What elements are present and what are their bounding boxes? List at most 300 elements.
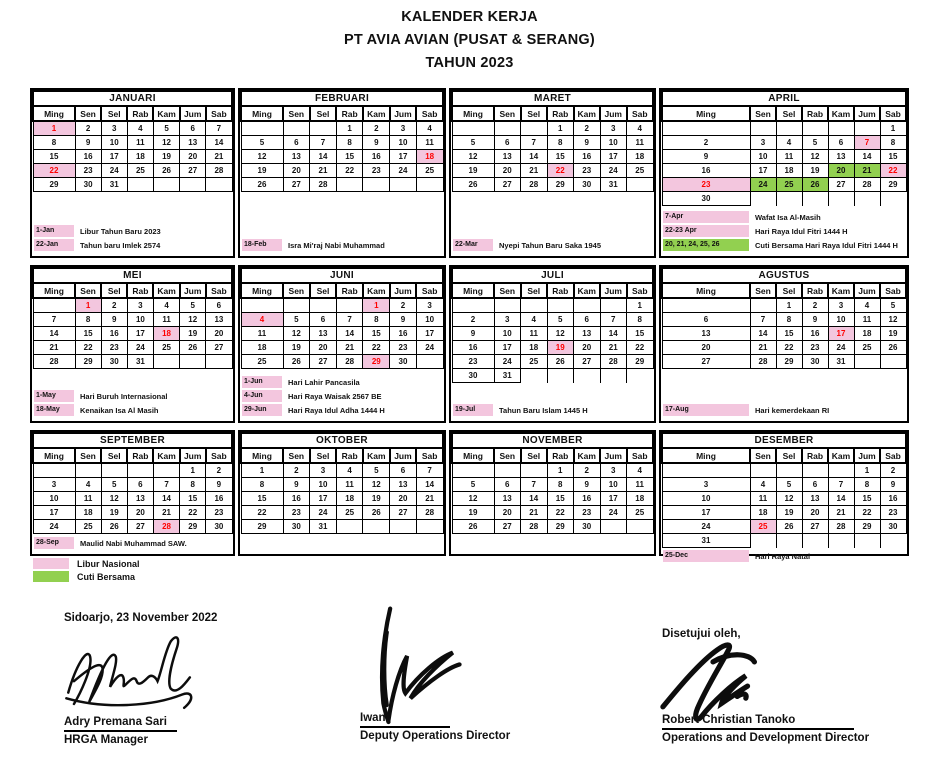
day-cell: 5 <box>452 136 494 150</box>
calendar-grid <box>30 88 909 561</box>
day-cell: 28 <box>521 178 548 192</box>
dow-header: Ming <box>241 106 283 121</box>
day-cell: 17 <box>494 341 521 355</box>
day-cell <box>180 355 206 369</box>
day-cell: 8 <box>547 478 574 492</box>
month-notes <box>32 388 233 421</box>
day-cell: 15 <box>547 492 574 506</box>
day-cell: 15 <box>776 327 802 341</box>
month-table <box>240 432 444 534</box>
day-cell: 6 <box>127 478 153 492</box>
day-cell: 26 <box>363 506 390 520</box>
day-cell: 8 <box>854 478 880 492</box>
dow-header: Kam <box>574 106 601 121</box>
day-cell: 10 <box>662 492 750 506</box>
day-cell: 21 <box>206 150 232 164</box>
day-cell: 4 <box>521 313 548 327</box>
holiday-name: Hari kemerdekaan RI <box>755 405 830 415</box>
day-cell: 13 <box>802 492 828 506</box>
day-cell: 22 <box>241 506 283 520</box>
day-cell: 27 <box>494 520 521 534</box>
day-cell: 2 <box>802 298 828 313</box>
dow-header: Sel <box>101 448 127 463</box>
day-cell: 28 <box>336 355 363 369</box>
day-cell <box>750 121 776 136</box>
day-cell: 22 <box>547 506 574 520</box>
holiday-note-row <box>34 390 231 402</box>
day-cell <box>101 463 127 478</box>
month-table <box>451 432 654 534</box>
day-cell: 9 <box>101 313 127 327</box>
day-cell <box>750 534 776 548</box>
month-title: MARET <box>452 91 653 106</box>
day-cell: 14 <box>750 327 776 341</box>
month-november <box>449 430 656 556</box>
day-cell: 25 <box>336 506 363 520</box>
dow-header: Ming <box>452 448 494 463</box>
day-cell: 31 <box>127 355 153 369</box>
day-cell: 14 <box>600 327 627 341</box>
month-title: JULI <box>452 268 653 283</box>
dow-header: Kam <box>363 106 390 121</box>
holiday-date-label: 22-Jan <box>34 239 74 251</box>
title-line-3: TAHUN 2023 <box>425 55 514 71</box>
day-cell: 31 <box>600 178 627 192</box>
day-cell: 31 <box>310 520 337 534</box>
day-cell: 30 <box>802 355 828 369</box>
day-cell: 19 <box>180 327 206 341</box>
day-cell: 6 <box>494 136 521 150</box>
day-cell <box>241 298 283 313</box>
day-cell: 11 <box>750 492 776 506</box>
day-cell: 30 <box>880 520 906 534</box>
day-cell <box>521 369 548 383</box>
day-cell: 19 <box>363 492 390 506</box>
day-cell: 21 <box>828 506 854 520</box>
day-cell <box>336 178 363 192</box>
day-cell: 13 <box>574 327 601 341</box>
dow-header: Kam <box>363 448 390 463</box>
month-notes <box>240 374 444 421</box>
holiday-note-row <box>242 390 442 402</box>
signature-adry-premana-sari-icon <box>55 628 205 723</box>
day-cell <box>75 463 101 478</box>
dow-header: Sel <box>776 106 802 121</box>
day-cell: 9 <box>390 313 417 327</box>
day-cell <box>241 121 283 136</box>
day-cell: 21 <box>310 164 337 178</box>
dow-header: Sen <box>283 106 310 121</box>
dow-header: Rab <box>802 106 828 121</box>
dow-header: Jum <box>600 448 627 463</box>
day-cell: 27 <box>390 506 417 520</box>
dow-header: Jum <box>600 106 627 121</box>
day-cell: 20 <box>206 327 232 341</box>
dow-header: Jum <box>180 106 206 121</box>
holiday-date-label: 1-May <box>34 390 74 402</box>
dow-header: Jum <box>854 106 880 121</box>
month-notes <box>661 548 907 567</box>
holiday-date-label: 17-Aug <box>663 404 749 416</box>
holiday-note-row <box>34 225 231 237</box>
day-cell <box>521 298 548 313</box>
day-cell: 22 <box>336 164 363 178</box>
day-cell: 25 <box>776 178 802 192</box>
day-cell: 21 <box>521 164 548 178</box>
day-cell: 28 <box>310 178 337 192</box>
holiday-note-row <box>663 225 905 237</box>
day-cell: 22 <box>75 341 101 355</box>
day-cell: 6 <box>494 478 521 492</box>
day-cell: 5 <box>880 298 906 313</box>
holiday-name: Hari Buruh Internasional <box>80 391 168 401</box>
day-cell <box>283 121 310 136</box>
day-cell: 4 <box>627 463 654 478</box>
month-title: MEI <box>33 268 232 283</box>
day-cell: 17 <box>33 506 75 520</box>
month-januari <box>30 88 235 258</box>
title-line-1: KALENDER KERJA <box>401 9 538 25</box>
libur-nasional-swatch <box>33 558 69 569</box>
day-cell <box>828 192 854 206</box>
month-table <box>32 90 233 192</box>
day-cell: 22 <box>33 164 75 178</box>
month-title: SEPTEMBER <box>33 433 232 448</box>
day-cell: 3 <box>390 121 417 136</box>
day-cell: 13 <box>494 492 521 506</box>
day-cell: 10 <box>416 313 443 327</box>
day-cell: 12 <box>880 313 906 327</box>
day-cell: 19 <box>776 506 802 520</box>
day-cell: 5 <box>283 313 310 327</box>
day-cell: 11 <box>127 136 153 150</box>
dow-header: Ming <box>452 283 494 298</box>
dow-header: Sel <box>776 283 802 298</box>
day-cell <box>854 121 880 136</box>
day-cell: 25 <box>241 355 283 369</box>
dow-header: Rab <box>547 283 574 298</box>
holiday-date-label: 1-Jun <box>242 376 282 388</box>
day-cell: 29 <box>854 520 880 534</box>
day-cell: 4 <box>750 478 776 492</box>
day-cell: 12 <box>452 150 494 164</box>
day-cell: 18 <box>750 506 776 520</box>
day-cell: 29 <box>75 355 101 369</box>
day-cell <box>662 463 750 478</box>
dow-header: Sel <box>310 283 337 298</box>
dow-header: Rab <box>802 283 828 298</box>
day-cell: 18 <box>127 150 153 164</box>
dow-header: Rab <box>547 106 574 121</box>
day-cell: 25 <box>75 520 101 534</box>
legend <box>33 558 140 584</box>
day-cell: 25 <box>627 506 654 520</box>
day-cell: 12 <box>452 492 494 506</box>
day-cell <box>776 192 802 206</box>
day-cell: 9 <box>75 136 101 150</box>
day-cell: 23 <box>283 506 310 520</box>
day-cell: 20 <box>127 506 153 520</box>
day-cell: 21 <box>854 164 880 178</box>
day-cell: 3 <box>828 298 854 313</box>
day-cell: 11 <box>153 313 179 327</box>
day-cell: 28 <box>854 178 880 192</box>
day-cell: 12 <box>363 478 390 492</box>
day-cell: 26 <box>153 164 179 178</box>
legend-row-libur-nasional <box>33 558 140 569</box>
day-cell <box>33 298 75 313</box>
day-cell: 7 <box>33 313 75 327</box>
dow-header: Sel <box>776 448 802 463</box>
dow-header: Rab <box>127 106 153 121</box>
day-cell: 23 <box>363 164 390 178</box>
day-cell: 7 <box>206 121 232 136</box>
day-cell: 24 <box>33 520 75 534</box>
dow-header: Sen <box>494 106 521 121</box>
day-cell <box>33 463 75 478</box>
day-cell <box>662 298 750 313</box>
day-cell <box>416 520 443 534</box>
day-cell: 22 <box>880 164 906 178</box>
day-cell <box>547 369 574 383</box>
day-cell: 3 <box>101 121 127 136</box>
signer-title: HRGA Manager <box>64 734 148 746</box>
day-cell: 7 <box>310 136 337 150</box>
day-cell: 19 <box>880 327 906 341</box>
day-cell: 16 <box>802 327 828 341</box>
day-cell: 11 <box>627 136 654 150</box>
dow-header: Sen <box>75 106 101 121</box>
day-cell: 3 <box>310 463 337 478</box>
month-title: NOVEMBER <box>452 433 653 448</box>
dow-header: Kam <box>153 106 179 121</box>
day-cell <box>310 298 337 313</box>
dow-header: Ming <box>33 448 75 463</box>
dow-header: Sel <box>101 283 127 298</box>
day-cell <box>880 192 906 206</box>
day-cell: 23 <box>662 178 750 192</box>
day-cell: 9 <box>452 327 494 341</box>
day-cell: 31 <box>101 178 127 192</box>
dow-header: Sab <box>880 106 906 121</box>
day-cell: 9 <box>802 313 828 327</box>
holiday-note-row <box>242 239 442 251</box>
day-cell: 24 <box>600 506 627 520</box>
day-cell: 7 <box>521 478 548 492</box>
day-cell: 2 <box>662 136 750 150</box>
day-cell: 17 <box>600 492 627 506</box>
day-cell: 12 <box>802 150 828 164</box>
day-cell: 16 <box>880 492 906 506</box>
day-cell: 24 <box>127 341 153 355</box>
dow-header: Jum <box>390 106 417 121</box>
legend-row-cuti-bersama <box>33 571 140 582</box>
day-cell: 6 <box>310 313 337 327</box>
day-cell: 13 <box>390 478 417 492</box>
day-cell: 11 <box>416 136 443 150</box>
holiday-date-label: 25-Dec <box>663 550 749 562</box>
month-april <box>659 88 909 258</box>
day-cell: 13 <box>494 150 521 164</box>
day-cell: 18 <box>241 341 283 355</box>
signer-title: Deputy Operations Director <box>360 730 511 742</box>
dow-header: Ming <box>33 106 75 121</box>
day-cell: 14 <box>521 492 548 506</box>
day-cell: 8 <box>880 136 906 150</box>
day-cell: 10 <box>310 478 337 492</box>
month-notes <box>32 535 233 554</box>
day-cell <box>363 178 390 192</box>
holiday-note-row <box>242 404 442 416</box>
day-cell: 31 <box>662 534 750 548</box>
day-cell: 28 <box>206 164 232 178</box>
day-cell: 6 <box>180 121 206 136</box>
day-cell: 9 <box>283 478 310 492</box>
day-cell: 3 <box>600 463 627 478</box>
day-cell: 6 <box>283 136 310 150</box>
day-cell: 5 <box>547 313 574 327</box>
day-cell: 21 <box>750 341 776 355</box>
day-cell <box>750 192 776 206</box>
day-cell: 25 <box>416 164 443 178</box>
holiday-note-row <box>663 211 905 223</box>
cuti-bersama-swatch <box>33 571 69 582</box>
day-cell: 23 <box>452 355 494 369</box>
day-cell: 2 <box>75 121 101 136</box>
day-cell <box>206 178 232 192</box>
day-cell: 20 <box>828 164 854 178</box>
month-title: AGUSTUS <box>662 268 906 283</box>
day-cell: 18 <box>153 327 179 341</box>
holiday-name: Maulid Nabi Muhammad SAW. <box>80 538 187 548</box>
day-cell <box>153 355 179 369</box>
holiday-date-label: 18-Feb <box>242 239 282 251</box>
month-maret <box>449 88 656 258</box>
month-table <box>451 90 654 192</box>
day-cell <box>574 369 601 383</box>
day-cell: 30 <box>452 369 494 383</box>
day-cell <box>336 520 363 534</box>
day-cell: 9 <box>206 478 232 492</box>
month-oktober <box>238 430 446 556</box>
day-cell: 18 <box>416 150 443 164</box>
day-cell: 20 <box>283 164 310 178</box>
day-cell: 7 <box>153 478 179 492</box>
day-cell: 6 <box>662 313 750 327</box>
dow-header: Kam <box>574 448 601 463</box>
day-cell <box>854 355 880 369</box>
month-notes <box>451 237 654 256</box>
day-cell: 7 <box>521 136 548 150</box>
day-cell: 14 <box>416 478 443 492</box>
day-cell: 15 <box>854 492 880 506</box>
month-juni <box>238 265 446 423</box>
dow-header: Sen <box>750 106 776 121</box>
day-cell: 29 <box>547 178 574 192</box>
day-cell: 22 <box>854 506 880 520</box>
day-cell: 26 <box>180 341 206 355</box>
day-cell: 1 <box>776 298 802 313</box>
day-cell: 22 <box>627 341 654 355</box>
dow-header: Sab <box>416 106 443 121</box>
holiday-note-row <box>34 239 231 251</box>
day-cell: 20 <box>310 341 337 355</box>
day-cell: 20 <box>662 341 750 355</box>
day-cell: 13 <box>180 136 206 150</box>
month-table <box>240 90 444 192</box>
day-cell: 23 <box>206 506 232 520</box>
day-cell: 1 <box>547 463 574 478</box>
day-cell: 15 <box>180 492 206 506</box>
holiday-date-label: 22-Mar <box>453 239 493 251</box>
legend-label: Libur Nasional <box>77 558 140 569</box>
holiday-date-label: 20, 21, 24, 25, 26 <box>663 239 749 251</box>
approved-by-label: Disetujui oleh, <box>662 628 741 640</box>
legend-label: Cuti Bersama <box>77 571 136 582</box>
day-cell <box>802 463 828 478</box>
day-cell <box>416 178 443 192</box>
signature-place-date: Sidoarjo, 23 November 2022 <box>64 612 218 624</box>
day-cell <box>776 534 802 548</box>
month-title: FEBRUARI <box>241 91 443 106</box>
dow-header: Kam <box>828 106 854 121</box>
day-cell: 11 <box>854 313 880 327</box>
day-cell: 11 <box>521 327 548 341</box>
day-cell: 4 <box>241 313 283 327</box>
day-cell: 22 <box>363 341 390 355</box>
day-cell: 14 <box>33 327 75 341</box>
day-cell: 1 <box>547 121 574 136</box>
day-cell: 22 <box>547 164 574 178</box>
signer-name: Robert Christian Tanoko <box>662 714 854 730</box>
dow-header: Ming <box>241 283 283 298</box>
day-cell: 22 <box>180 506 206 520</box>
day-cell <box>828 463 854 478</box>
day-cell <box>521 121 548 136</box>
day-cell: 19 <box>802 164 828 178</box>
month-title: DESEMBER <box>662 433 906 448</box>
day-cell: 5 <box>153 121 179 136</box>
day-cell: 12 <box>776 492 802 506</box>
day-cell: 2 <box>363 121 390 136</box>
day-cell: 2 <box>880 463 906 478</box>
month-table <box>451 267 654 383</box>
day-cell <box>600 520 627 534</box>
day-cell <box>127 463 153 478</box>
day-cell: 16 <box>574 492 601 506</box>
day-cell <box>662 121 750 136</box>
dow-header: Jum <box>180 448 206 463</box>
dow-header: Sab <box>880 283 906 298</box>
day-cell: 18 <box>75 506 101 520</box>
day-cell <box>153 178 179 192</box>
day-cell: 1 <box>33 121 75 136</box>
day-cell: 2 <box>101 298 127 313</box>
day-cell <box>390 178 417 192</box>
day-cell: 20 <box>494 506 521 520</box>
dow-header: Ming <box>662 283 750 298</box>
day-cell: 19 <box>452 164 494 178</box>
dow-header: Rab <box>127 283 153 298</box>
day-cell <box>452 121 494 136</box>
day-cell: 28 <box>416 506 443 520</box>
month-notes <box>451 402 654 421</box>
day-cell: 13 <box>662 327 750 341</box>
dow-header: Sab <box>206 283 232 298</box>
day-cell: 21 <box>600 341 627 355</box>
day-cell: 16 <box>390 327 417 341</box>
day-cell: 1 <box>854 463 880 478</box>
